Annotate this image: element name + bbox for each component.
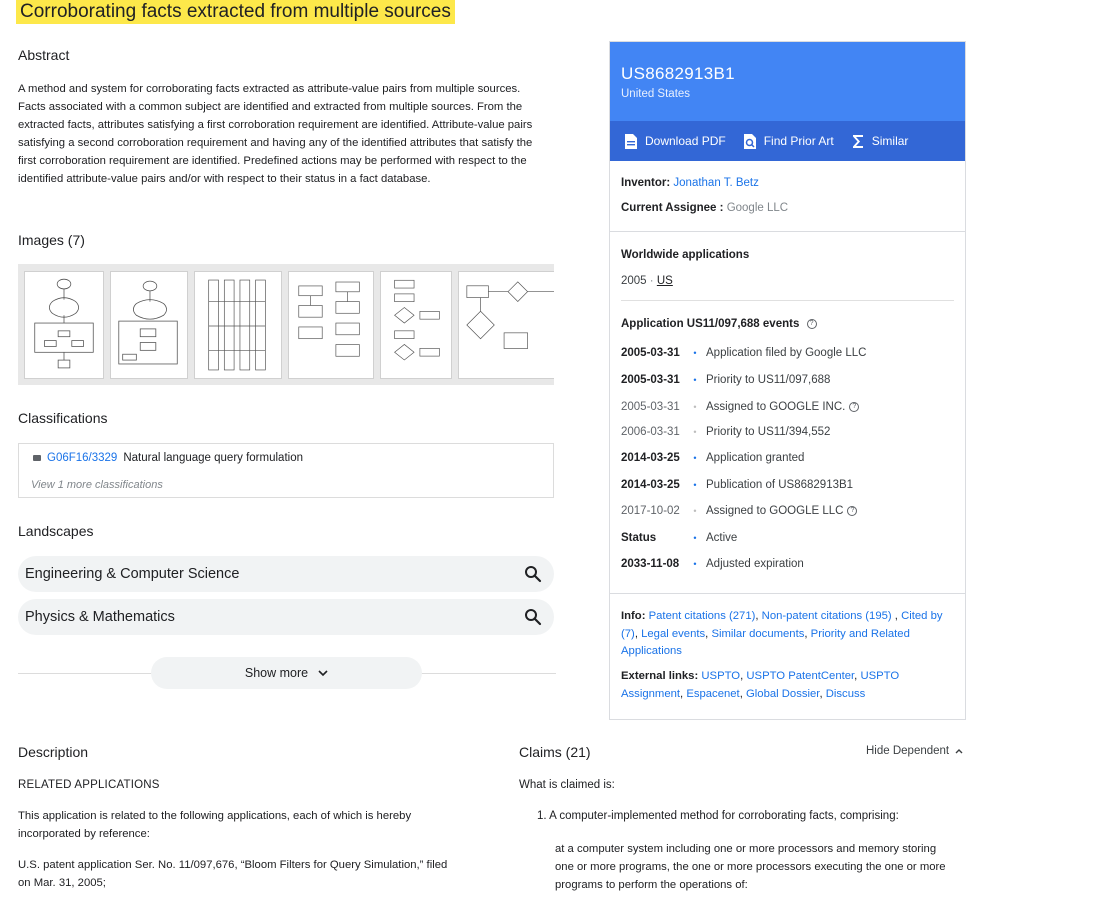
- event-date: Status: [621, 532, 657, 544]
- priority-related-link[interactable]: Priority and Related Applications: [621, 627, 910, 657]
- image-thumbnail[interactable]: [458, 271, 554, 379]
- patent-citations-link[interactable]: Patent citations (271): [648, 610, 756, 622]
- show-more-label: Show more: [244, 666, 309, 680]
- patent-info-panel: [609, 41, 966, 720]
- landscape-item-physics[interactable]: [18, 599, 554, 635]
- flowchart-icon: [459, 272, 554, 378]
- description-heading: Description: [18, 744, 89, 760]
- similar-button[interactable]: [850, 133, 909, 150]
- chevron-up-icon: [955, 745, 963, 757]
- publication-country: United States: [621, 88, 691, 100]
- divider: [610, 593, 965, 594]
- landscape-label: Engineering & Computer Science: [25, 566, 240, 582]
- help-icon[interactable]: ?: [807, 319, 817, 329]
- divider: [621, 300, 954, 301]
- event-date: 2006-03-31: [621, 426, 680, 438]
- help-icon[interactable]: ?: [849, 402, 859, 412]
- abstract-heading: Abstract: [18, 47, 70, 63]
- chevron-down-icon: [318, 666, 328, 680]
- description-subheading: RELATED APPLICATIONS: [18, 779, 160, 791]
- assignee-label: Current Assignee: [621, 202, 717, 214]
- event-date: 2014-03-25: [621, 479, 680, 491]
- classifications-heading: Classifications: [18, 410, 108, 426]
- event-bullet-icon: •: [693, 559, 697, 569]
- event-date: 2017-10-02: [621, 505, 680, 517]
- landscape-label: Physics & Mathematics: [25, 609, 175, 625]
- landscape-item-engineering[interactable]: [18, 556, 554, 592]
- flowchart-icon: [381, 272, 451, 378]
- events-title-row: [621, 318, 817, 330]
- worldwide-label: [621, 249, 749, 261]
- view-more-classifications-link[interactable]: View 1 more classifications: [31, 479, 163, 491]
- publication-number: US8682913B1: [621, 64, 735, 83]
- info-links: Info: Patent citations (271), Non-patent citations (195) , Cited by (7), Legal events, Similar documents, Priority and Related Applications: [621, 610, 943, 657]
- event-bullet-icon: •: [693, 427, 697, 437]
- claim-1: 1. A computer-implemented method for corroborating facts, comprising:: [537, 810, 899, 822]
- event-bullet-icon: •: [693, 348, 697, 358]
- event-date: 2005-03-31: [621, 401, 680, 413]
- landscapes-heading: Landscapes: [18, 523, 94, 539]
- event-bullet-icon: •: [693, 506, 697, 516]
- event-bullet-icon: •: [693, 402, 697, 412]
- assignee-separator: :: [719, 202, 724, 214]
- search-icon[interactable]: [524, 565, 542, 583]
- worldwide-year: 2005: [621, 275, 647, 287]
- divider: [610, 231, 965, 232]
- event-date: 2033-11-08: [621, 558, 680, 570]
- flowchart-icon: [111, 272, 187, 378]
- event-text: Adjusted expiration: [706, 558, 804, 570]
- panel-actions: [610, 121, 965, 161]
- sigma-icon: [850, 133, 866, 150]
- uspto-assignment-link[interactable]: USPTO Assignment: [621, 670, 900, 700]
- abstract-text: A method and system for corroborating facts extracted as attribute-value pairs from multiple sources. Facts associated with a common subject are identified and extracted from multiple sources. From the extracted facts, attributes satisfying a first corroboration requirement are identified. Attribute-value pairs satisfying a second corroboration requirement and having any of the identified attributes that satisfy the first corroboration requirement are identified. Predefined actions may be performed with respect to the identified attribute-value pairs and/or with respect to their status in a fact database.: [18, 83, 533, 185]
- info-label: Info:: [621, 610, 646, 622]
- find-document-icon: [742, 133, 758, 150]
- discuss-link[interactable]: Discuss: [825, 687, 866, 700]
- event-bullet-icon: •: [693, 480, 697, 490]
- images-strip[interactable]: [18, 264, 554, 385]
- panel-header: [610, 42, 965, 121]
- description-paragraph: U.S. patent application Ser. No. 11/097,676, “Bloom Filters for Query Simulation,” filed on Mar. 31, 2005;: [18, 859, 448, 889]
- flowchart-icon: [289, 272, 373, 378]
- inventor-label: Inventor:: [621, 177, 671, 189]
- uspto-link[interactable]: USPTO: [701, 670, 741, 682]
- image-thumbnail[interactable]: [288, 271, 374, 379]
- event-text: Assigned to GOOGLE LLC: [706, 505, 844, 517]
- image-thumbnail[interactable]: [380, 271, 452, 379]
- find-prior-art-label: Find Prior Art: [763, 134, 834, 148]
- claims-intro: What is claimed is:: [519, 779, 615, 791]
- image-thumbnail[interactable]: [194, 271, 282, 379]
- legal-events-link[interactable]: Legal events: [641, 627, 706, 640]
- event-text: Application granted: [706, 452, 805, 464]
- classification-label: Natural language query formulation: [123, 452, 303, 464]
- claims-heading: Claims (21): [519, 744, 591, 760]
- inventor-row: [621, 177, 759, 189]
- event-text: Publication of US8682913B1: [706, 479, 854, 491]
- assignee-value: Google LLC: [726, 202, 789, 214]
- event-text: Active: [706, 532, 738, 544]
- external-links-label: External links:: [621, 670, 699, 682]
- event-row: [621, 452, 804, 464]
- find-prior-art-button[interactable]: [742, 133, 834, 150]
- claim-1-body: at a computer system including one or more processors and memory storing one or more programs, the one or more processors executing the one or more programs to perform the operations of:: [555, 843, 946, 891]
- image-thumbnail[interactable]: [24, 271, 104, 379]
- event-date: 2005-03-31: [621, 374, 680, 386]
- espacenet-link[interactable]: Espacenet: [686, 687, 740, 700]
- worldwide-label-text: Worldwide applications: [621, 249, 750, 261]
- show-more-button[interactable]: [151, 657, 422, 689]
- inventor-link[interactable]: Jonathan T. Betz: [673, 177, 759, 189]
- event-row: [621, 505, 857, 517]
- event-bullet-icon: •: [693, 453, 697, 463]
- event-row: [621, 479, 853, 491]
- uspto-patentcenter-link[interactable]: USPTO PatentCenter: [746, 670, 855, 682]
- events-title: Application US11/097,688 events: [621, 318, 800, 330]
- classification-bullet-icon: [33, 455, 41, 461]
- hide-dependent-label: Hide Dependent: [866, 745, 950, 757]
- event-text: Priority to US11/394,552: [706, 426, 831, 438]
- download-pdf-label: Download PDF: [645, 134, 726, 148]
- worldwide-country-link[interactable]: US: [656, 275, 673, 287]
- classification-row: [33, 452, 303, 464]
- worldwide-separator: ·: [649, 275, 654, 287]
- images-heading: Images (7): [18, 232, 85, 248]
- title-wrap: [16, 0, 455, 24]
- event-bullet-icon: •: [693, 533, 697, 543]
- classification-code-link[interactable]: G06F16/3329: [47, 452, 118, 464]
- event-row: [621, 558, 804, 570]
- event-date: 2014-03-25: [621, 452, 680, 464]
- classifications-box: [18, 443, 554, 498]
- cited-by-link[interactable]: Cited by (7): [621, 610, 943, 640]
- event-row: [621, 374, 830, 386]
- event-date: 2005-03-31: [621, 347, 680, 359]
- table-figure-icon: [195, 272, 281, 378]
- download-pdf-button[interactable]: [623, 133, 726, 150]
- similar-label: Similar: [871, 134, 909, 148]
- pdf-icon: [623, 133, 639, 150]
- event-bullet-icon: •: [693, 375, 697, 385]
- similar-documents-link[interactable]: Similar documents: [711, 627, 805, 640]
- assignee-row: [621, 202, 788, 214]
- worldwide-row: [621, 275, 673, 287]
- description-paragraph: This application is related to the following applications, each of which is hereby incorporated by reference:: [18, 810, 412, 840]
- hide-dependent-button[interactable]: [866, 745, 963, 757]
- event-text: Application filed by Google LLC: [706, 347, 867, 359]
- non-patent-citations-link[interactable]: Non-patent citations (195): [761, 610, 892, 622]
- page-title: Corroborating facts extracted from multiple sources: [16, 0, 455, 24]
- event-row: [621, 426, 830, 438]
- global-dossier-link[interactable]: Global Dossier: [745, 687, 820, 700]
- image-thumbnail[interactable]: [110, 271, 188, 379]
- event-row: [621, 347, 866, 359]
- help-icon[interactable]: ?: [847, 506, 857, 516]
- event-row: [621, 532, 737, 544]
- event-text: Priority to US11/097,688: [706, 374, 831, 386]
- event-row: [621, 401, 859, 413]
- search-icon[interactable]: [524, 608, 542, 626]
- event-text: Assigned to GOOGLE INC.: [706, 401, 846, 413]
- flowchart-icon: [25, 272, 103, 378]
- external-links: External links: USPTO, USPTO PatentCenter, USPTO Assignment, Espacenet, Global Dossier, Discuss: [621, 670, 900, 700]
